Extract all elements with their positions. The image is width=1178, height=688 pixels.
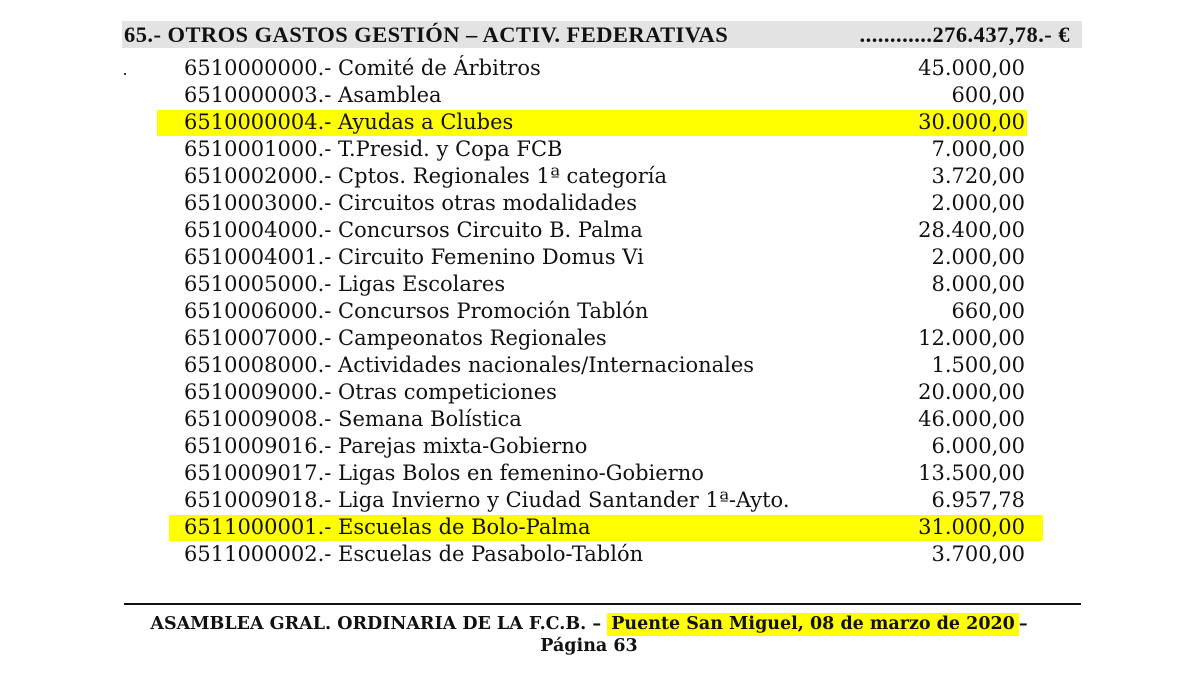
budget-line	[0, 109, 1178, 136]
line-account: 6510000004.- Ayudas a Clubes	[184, 110, 514, 134]
budget-line	[0, 406, 1178, 433]
line-amount: 1.500,00	[931, 353, 1025, 377]
budget-line	[0, 82, 1178, 109]
line-amount: 3.700,00	[931, 542, 1025, 566]
budget-line	[0, 352, 1178, 379]
line-account: 6510000003.- Asamblea	[184, 83, 442, 107]
budget-line	[0, 298, 1178, 325]
section-title: 65.- OTROS GASTOS GESTIÓN – ACTIV. FEDERATIVAS	[124, 22, 729, 47]
line-amount: 20.000,00	[918, 380, 1025, 404]
line-account: 6510006000.- Concursos Promoción Tablón	[184, 299, 649, 323]
line-amount: 2.000,00	[931, 245, 1025, 269]
line-amount: 28.400,00	[918, 218, 1025, 242]
line-amount: 12.000,00	[918, 326, 1025, 350]
budget-line	[0, 460, 1178, 487]
budget-line	[0, 379, 1178, 406]
line-amount: 13.500,00	[918, 461, 1025, 485]
budget-line	[0, 244, 1178, 271]
budget-line	[0, 163, 1178, 190]
budget-line	[0, 325, 1178, 352]
budget-line	[0, 55, 1178, 82]
line-amount: 6.000,00	[931, 434, 1025, 458]
line-account: 6510008000.- Actividades nacionales/Internacionales	[184, 353, 755, 377]
budget-line	[0, 433, 1178, 460]
budget-line	[0, 190, 1178, 217]
line-amount: 45.000,00	[918, 56, 1025, 80]
line-amount: 2.000,00	[931, 191, 1025, 215]
line-account: 6510003000.- Circuitos otras modalidades	[184, 191, 638, 215]
budget-line	[0, 541, 1178, 568]
line-amount: 6.957,78	[931, 488, 1025, 512]
line-amount: 7.000,00	[931, 137, 1025, 161]
line-account: 6510009000.- Otras competiciones	[184, 380, 557, 404]
line-amount: 30.000,00	[918, 110, 1025, 134]
budget-line	[0, 136, 1178, 163]
line-account: 6510009008.- Semana Bolística	[184, 407, 522, 431]
line-account: 6510000000.- Comité de Árbitros	[184, 56, 541, 80]
footer-line	[0, 612, 1178, 636]
footer-highlighted-date: Puente San Miguel, 08 de marzo de 2020	[607, 613, 1019, 636]
footer-prefix: ASAMBLEA GRAL. ORDINARIA DE LA F.C.B. –	[150, 614, 602, 634]
budget-line-list	[0, 55, 1178, 568]
line-account: 6511000001.- Escuelas de Bolo-Palma	[184, 515, 591, 539]
line-amount: 660,00	[951, 299, 1025, 323]
line-account: 6510009016.- Parejas mixta-Gobierno	[184, 434, 588, 458]
line-amount: 3.720,00	[931, 164, 1025, 188]
line-account: 6510001000.- T.Presid. y Copa FCB	[184, 137, 563, 161]
budget-line	[0, 514, 1178, 541]
line-account: 6511000002.- Escuelas de Pasabolo-Tablón	[184, 542, 644, 566]
line-account: 6510004000.- Concursos Circuito B. Palma	[184, 218, 643, 242]
budget-line	[0, 271, 1178, 298]
line-amount: 8.000,00	[931, 272, 1025, 296]
footer-suffix: –	[1018, 614, 1028, 634]
budget-line	[0, 487, 1178, 514]
line-account: 6510005000.- Ligas Escolares	[184, 272, 506, 296]
line-amount: 600,00	[951, 83, 1025, 107]
section-total: ............276.437,78.- €	[859, 22, 1070, 47]
line-account: 6510004001.- Circuito Femenino Domus Vi	[184, 245, 644, 269]
budget-line	[0, 217, 1178, 244]
line-account: 6510009018.- Liga Invierno y Ciudad Santander 1ª-Ayto.	[184, 488, 790, 512]
footer-divider	[124, 603, 1081, 605]
line-account: 6510002000.- Cptos. Regionales 1ª categoría	[184, 164, 667, 188]
line-account: 6510007000.- Campeonatos Regionales	[184, 326, 607, 350]
line-amount: 31.000,00	[918, 515, 1025, 539]
page-number: Página 63	[540, 636, 638, 656]
line-account: 6510009017.- Ligas Bolos en femenino-Gobierno	[184, 461, 704, 485]
line-amount: 46.000,00	[918, 407, 1025, 431]
